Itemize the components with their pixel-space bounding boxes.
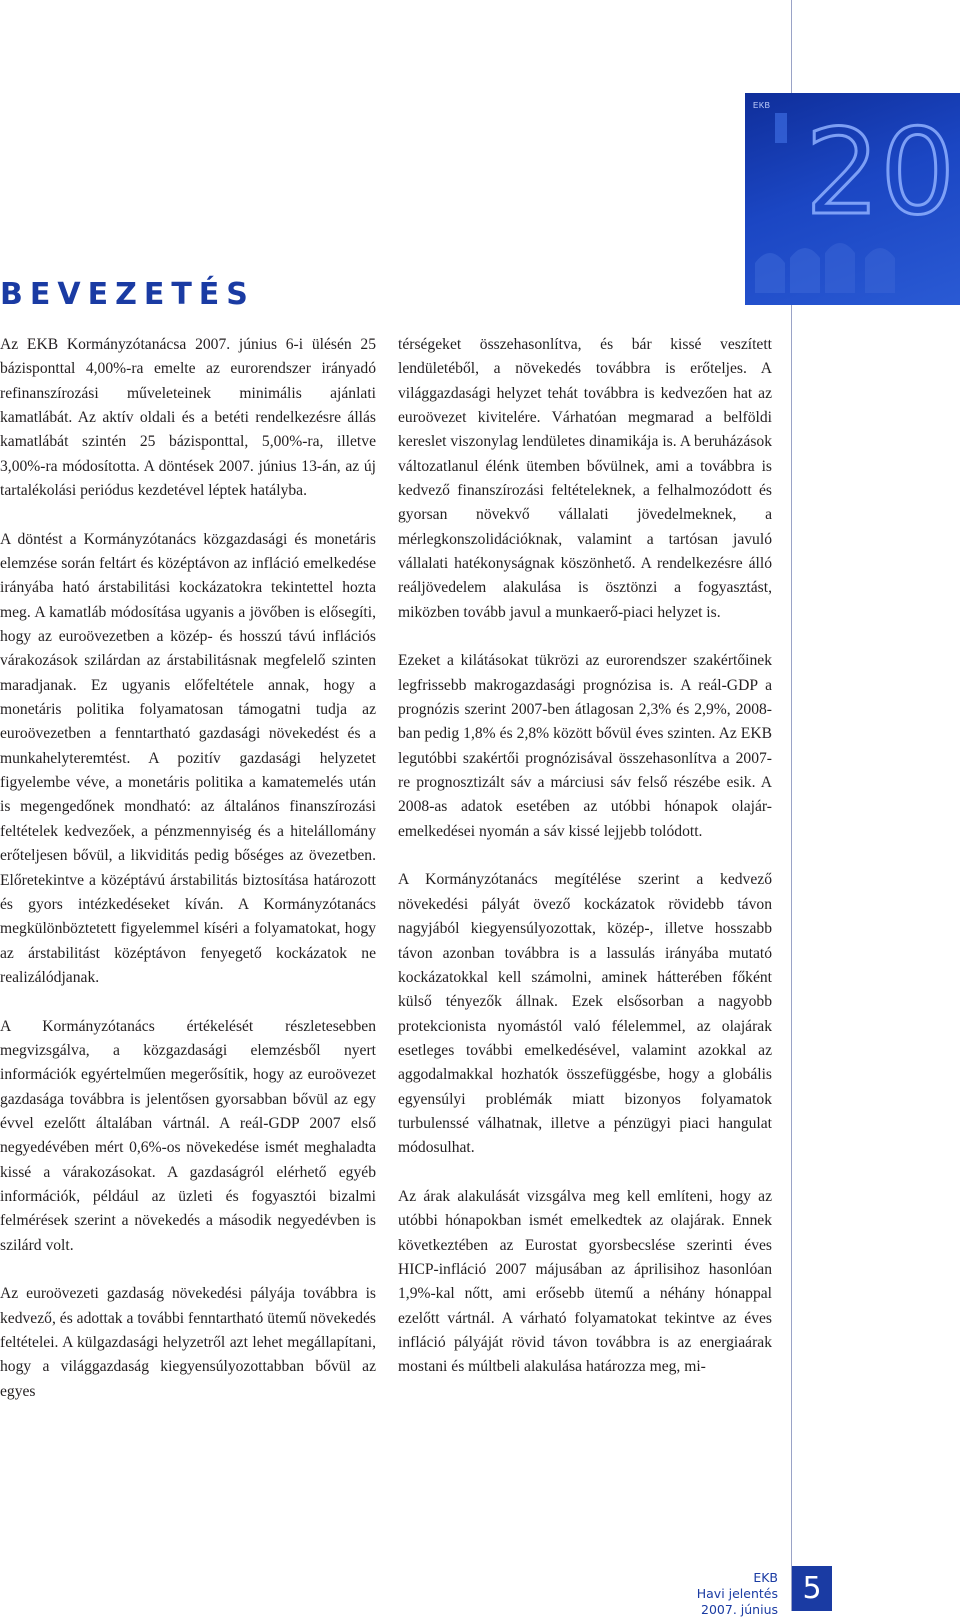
paragraph: Az euroövezeti gazdaság növekedési pályája továbbra is kedvező, és adottak a további fenntartható ütemű növekedés feltételei. A külgazdasági helyzetről azt lehet megállapítani, hogy a világgazdaság kiegyensúlyozottabban bővül az egyes — [0, 1285, 376, 1400]
emblem-graphic — [745, 93, 960, 305]
right-column — [398, 333, 772, 1404]
banknote-emblem — [745, 93, 960, 305]
footer-title: Havi jelentés — [696, 1586, 778, 1601]
paragraph: A Kormányzótanács értékelését részletesebben megvizsgálva, a közgazdasági elemzésből nyert információk egyértelműen megerősítik, hogy az euroövezet gazdasága továbbra is jelentősen gyorsabban bővül az egy évvel ezelőtt általában vártnál. A reál-GDP 2007 első negyedévében mért 0,6%-os növekedése ismét meghaladta kissé a várakozásokat. A gazdaságról elérhető egyéb információk, például az üzleti és fogyasztói bizalmi felmérések szerint a növekedés a második negyedévben is szilárd volt. — [0, 1017, 376, 1254]
paragraph: térségeket összehasonlítva, és bár kissé veszített lendületéből, a növekedés továbbra is erőteljes. A világgazdasági helyzet tehát továbbra is kedvezően hat az euroövezet kivitelére. Várhatóan megmarad a belföldi kereslet viszonylag lendületes dinamikája is. A beruházások változatlanul élénk ütemben bővülnek, ami a továbbra is kedvező finanszírozási feltételeknek, a felhalmozódott és gyorsan növekvő vállalati jövedelmeknek, a mérlegkonszolidációknak, valamint a tartósan javuló vállalati hatékonyságnak köszönhető. A rendelkezésre álló reáljövedelem alakulása is ösztönzi a fogyasztást, miközben tovább javul a munkaerő-piaci helyzet is. — [398, 336, 772, 621]
emblem-label: EKB — [753, 101, 771, 110]
emblem-numeral: 20 — [805, 103, 956, 241]
section-title: BEVEZETÉS — [0, 277, 255, 312]
footer-publisher: EKB — [753, 1570, 778, 1585]
paragraph: Az EKB Kormányzótanácsa 2007. június 6-i ülésén 25 bázisponttal 4,00%-ra emelte az eurorendszer irányadó refinanszírozási műveleteinek minimális ajánlati kamatlábát. Az aktív oldali és a betéti rendelkezésre állás kamatlábát szintén 25 bázisponttal, 5,00%-ra, illetve 3,00%-ra módosította. A döntések 2007. június 13-án, az új tartalékolási periódus kezdetével léptek hatályba. — [0, 336, 376, 500]
paragraph: A döntést a Kormányzótanács közgazdasági és monetáris elemzése során feltárt és középtávon az infláció emelkedése irányába ható árstabilitási kockázatokra tekintettel hozta meg. A kamatláb módosítása ugyanis a jövőben is elősegíti, hogy az euroövezetben a közép- és hosszú távú inflációs várakozások szilárdan az árstabilitásnak megfelelő szinten maradjanak. Ez ugyanis előfeltétele annak, hogy a monetáris politika folyamatosan támogatni tudja az euroövezetben a fenntartható gazdasági növekedést és a munkahelyteremtést. A pozitív gazdasági helyzetet figyelembe véve, a monetáris politika a kamatemelés után is megengedőnek mondható: az általános finanszírozási feltételek kedvezőek, a pénzmennyiség és a hitelállomány erőteljesen bővül, a likviditás pedig bőséges az övezetben. Előretekintve a középtávú árstabilitás biztosítása határozott és gyors intézkedéseket kíván. A Kormányzótanács megkülönböztetett figyelemmel kíséri a folyamatokat, hogy az árstabilitást középtávon fenyegető kockázatok ne realizálódjanak. — [0, 530, 376, 986]
page-number: 5 — [792, 1566, 832, 1611]
paragraph: Az árak alakulását vizsgálva meg kell említeni, hogy az utóbbi hónapokban ismét emelkedtek az olajárak. Ennek következtében az Eurostat gyorsbecslése szerinti éves HICP-infláció 2007 májusában az áprilisihoz hasonlóan 1,9%-kal nőtt, ami erősebb ütemű a néhány hónappal ezelőtt vártnál. A várható folyamatokat tekintve az éves infláció pályáját rövid távon továbbra is az energiaárak mostani és múltbeli alakulása határozza meg, mi- — [398, 1187, 772, 1376]
paragraph: A Kormányzótanács megítélése szerint a kedvező növekedési pályát övező kockázatok rövidebb távon nagyjából kiegyensúlyozottak, közép-, illetve hosszabb távon azonban továbbra is a lassulás irányába mutató kockázatokkal kell számolni, aminek hátterében főként külső tényezők állnak. Ezek elsősorban a nagyobb protekcionista nyomástól való félelemmel, az olajárak esetleges további emelkedésével, valamint azokkal az aggodalmakkal hozhatók összefüggésbe, hogy a globális egyensúlyi problémák miatt bizonyos folyamatok turbulenssé válhatnak, illetve a pénzügyi piaci hangulat módosulhat. — [398, 871, 772, 1157]
paragraph: Ezeket a kilátásokat tükrözi az eurorendszer szakértőinek legfrissebb makrogazdasági prognózisa is. A reál-GDP a prognózis szerint 2007-ben átlagosan 2,3% és 2,9%, 2008-ban pedig 1,8% és 2,8% között bővül éves szinten. Az EKB legutóbbi szakértői prognózisával összehasonlítva a 2007-re prognosztizált sáv a márciusi sáv felső részébe esik. A 2008-as adatok esetében az utóbbi hónapok olajár-emelkedései nyomán a sáv kissé lejjebb tolódott. — [398, 652, 772, 840]
left-column — [0, 333, 376, 1428]
footer-date: 2007. június — [701, 1602, 778, 1617]
